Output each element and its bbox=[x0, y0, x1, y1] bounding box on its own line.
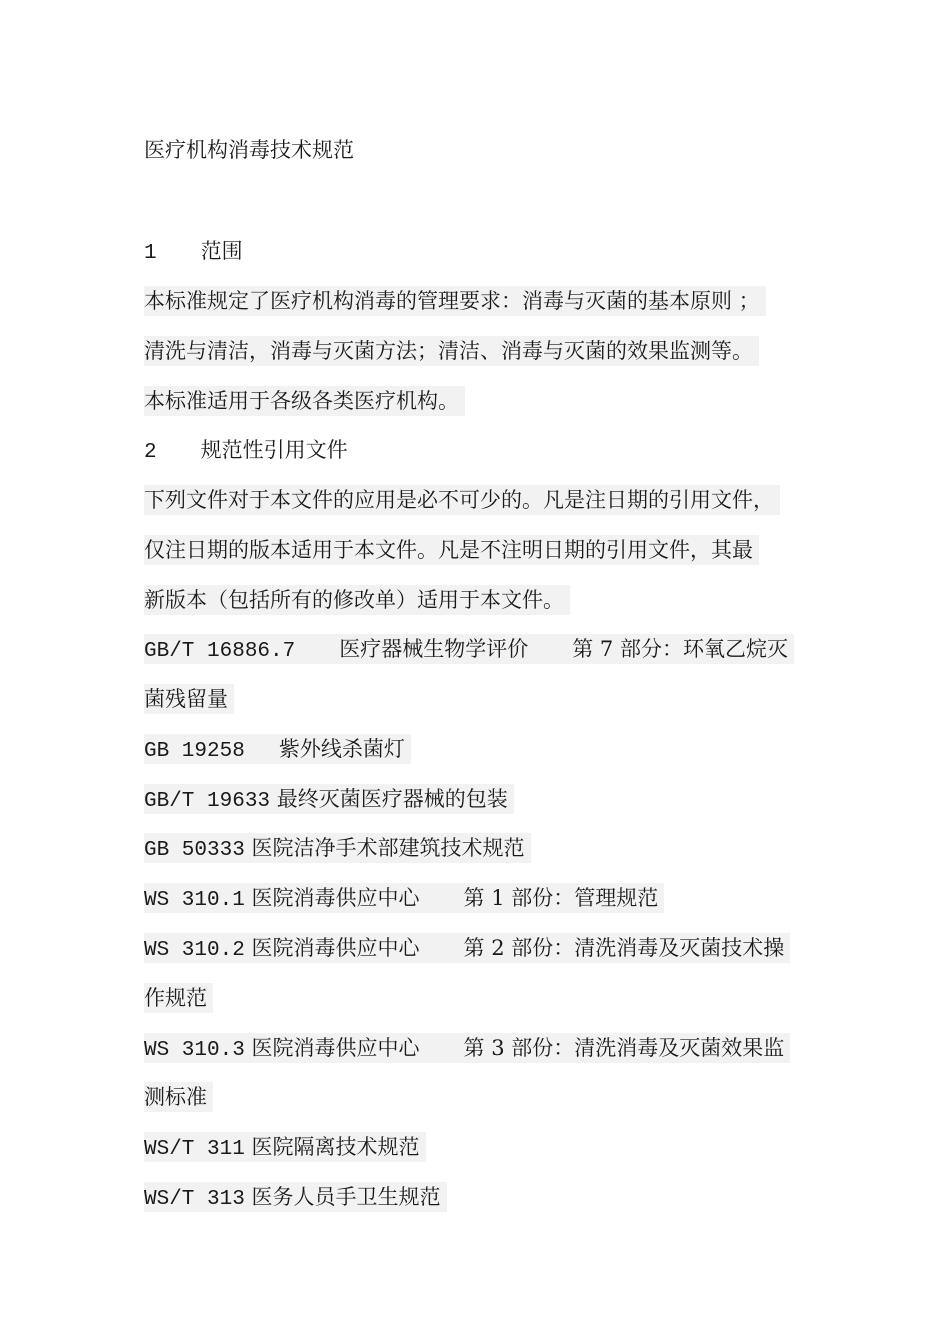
reference-code: GB 19258 bbox=[144, 740, 245, 763]
section-heading bbox=[144, 236, 249, 266]
reference-title: 紫外线杀菌灯 bbox=[278, 737, 405, 761]
section-heading bbox=[144, 435, 354, 465]
reference-title: 医疗器械生物学评价 bbox=[339, 637, 529, 661]
reference-part: 第 2 部份：清洗消毒及灭菌技术操 bbox=[463, 936, 785, 960]
reference-item bbox=[144, 833, 531, 863]
reference-title: 医院洁净手术部建筑技术规范 bbox=[251, 836, 525, 860]
reference-code: WS/T 313 bbox=[144, 1188, 245, 1211]
reference-code: GB/T 16886.7 bbox=[144, 640, 296, 663]
reference-item bbox=[144, 1132, 426, 1162]
reference-code: WS 310.2 bbox=[144, 939, 245, 962]
reference-title: 最终灭菌医疗器械的包装 bbox=[276, 787, 508, 811]
reference-item bbox=[144, 734, 411, 764]
reference-item bbox=[144, 784, 514, 814]
reference-item bbox=[144, 933, 790, 963]
reference-title: 医院消毒供应中心 bbox=[251, 886, 420, 910]
reference-item bbox=[144, 1182, 447, 1212]
reference-title: 医务人员手卫生规范 bbox=[251, 1185, 441, 1209]
paragraph-line: 新版本（包括所有的修改单）适用于本文件。 bbox=[144, 585, 570, 615]
reference-title: 医院隔离技术规范 bbox=[251, 1135, 420, 1159]
reference-title: 医院消毒供应中心 bbox=[251, 1036, 420, 1060]
document-title: 医疗机构消毒技术规范 bbox=[144, 138, 354, 162]
section-title: 规范性引用文件 bbox=[200, 438, 348, 462]
section-title: 范围 bbox=[200, 239, 243, 263]
reference-code: WS 310.1 bbox=[144, 889, 245, 912]
paragraph-line: 仅注日期的版本适用于本文件。凡是不注明日期的引用文件，其最 bbox=[144, 535, 759, 565]
reference-part: 第 1 部份：管理规范 bbox=[463, 886, 659, 910]
paragraph-line: 本标准适用于各级各类医疗机构。 bbox=[144, 386, 465, 416]
reference-continuation: 菌残留量 bbox=[144, 684, 234, 714]
reference-item bbox=[144, 883, 664, 913]
reference-code: WS 310.3 bbox=[144, 1039, 245, 1062]
reference-code: GB 50333 bbox=[144, 839, 245, 862]
reference-part: 第 3 部份：清洗消毒及灭菌效果监 bbox=[463, 1036, 785, 1060]
reference-code: WS/T 311 bbox=[144, 1138, 245, 1161]
reference-continuation: 作规范 bbox=[144, 983, 213, 1013]
section-number: 2 bbox=[144, 441, 157, 464]
paragraph-line: 下列文件对于本文件的应用是必不可少的。凡是注日期的引用文件， bbox=[144, 485, 780, 515]
paragraph-line: 本标准规定了医疗机构消毒的管理要求：消毒与灭菌的基本原则 ； bbox=[144, 286, 766, 316]
reference-continuation: 测标准 bbox=[144, 1082, 213, 1112]
reference-title: 医院消毒供应中心 bbox=[251, 936, 420, 960]
reference-code: GB/T 19633 bbox=[144, 790, 271, 813]
reference-item bbox=[144, 634, 794, 664]
reference-item bbox=[144, 1033, 790, 1063]
reference-part: 第 7 部分：环氧乙烷灭 bbox=[572, 637, 788, 661]
paragraph-line: 清洗与清洁，消毒与灭菌方法；清洁、消毒与灭菌的效果监测等。 bbox=[144, 336, 759, 366]
section-number: 1 bbox=[144, 242, 157, 265]
